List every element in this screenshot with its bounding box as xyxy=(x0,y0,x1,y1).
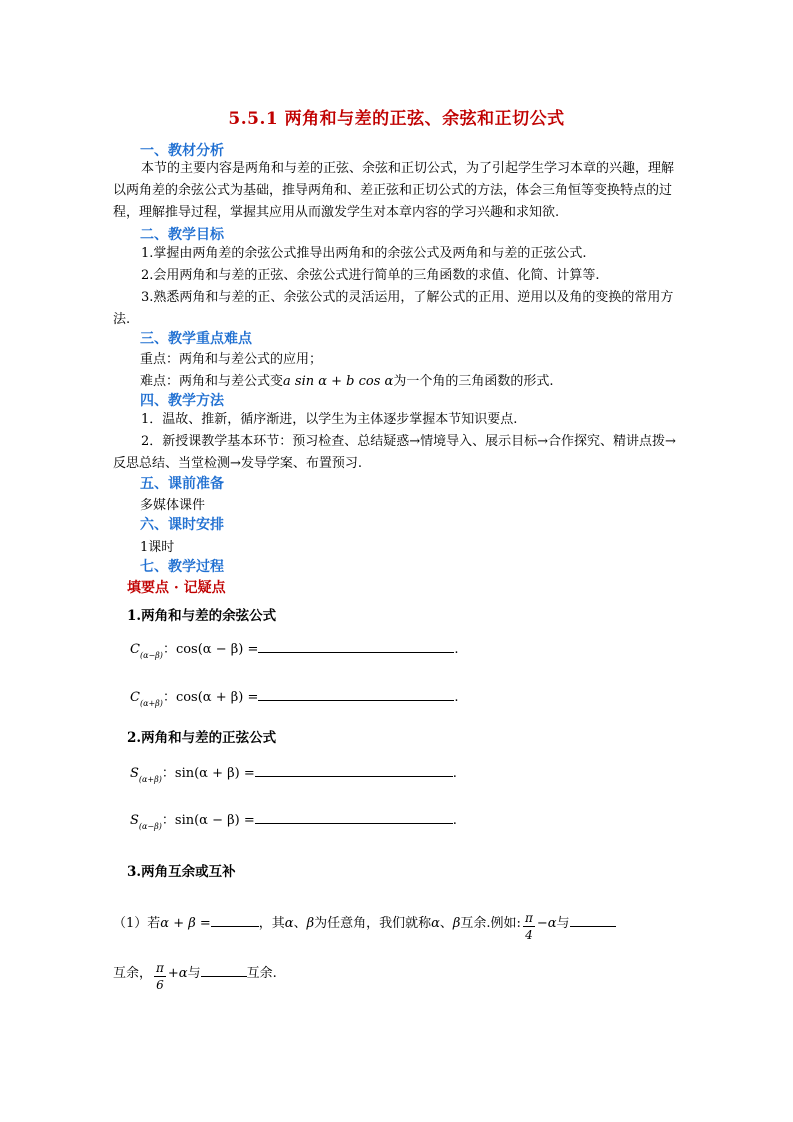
cosine-sum-expression: cos(α + β) = xyxy=(175,690,259,705)
question-text-example: 互余.例如: xyxy=(460,916,521,931)
section-heading-schedule: 六、课时安排 xyxy=(140,517,224,533)
complementary-question-line-1 xyxy=(113,910,616,943)
section-heading-key-points: 三、教学重点难点 xyxy=(140,331,252,347)
fraction-denominator: 4 xyxy=(525,928,533,942)
question-text-end: 互余. xyxy=(246,966,277,981)
complement-answer-blank-2[interactable] xyxy=(201,962,247,977)
goal-item-3: 3.熟悉两角和与差的正、余弦公式的灵活运用，了解公式的正用、逆用以及角的变换的常用方法. xyxy=(113,290,674,327)
sine-diff-formula xyxy=(130,809,457,831)
sine-sum-subscript: (α+β) xyxy=(138,775,162,784)
alpha-symbol: α xyxy=(284,916,294,931)
section-heading-analysis: 一、教材分析 xyxy=(140,143,224,159)
question-text-qi: ，其 xyxy=(258,916,285,931)
schedule-text: 1课时 xyxy=(140,540,175,555)
document-title: 5.5.1 两角和与差的正弦、余弦和正切公式 xyxy=(228,109,565,129)
cosine-diff-colon: ： xyxy=(162,642,176,657)
pi-over-4-fraction xyxy=(523,910,535,943)
goal-item-1: 1.掌握由两角差的余弦公式推导出两角和的余弦公式及两角和与差的正弦公式. xyxy=(141,246,587,261)
sine-diff-colon: ： xyxy=(161,813,175,828)
sine-diff-answer-blank[interactable] xyxy=(255,809,453,824)
minus-alpha: −α xyxy=(536,916,557,931)
fraction-denominator-2: 6 xyxy=(156,978,164,992)
sine-sum-symbol: S xyxy=(130,766,139,781)
section-heading-methods: 四、教学方法 xyxy=(140,393,224,409)
difficult-point xyxy=(140,370,553,389)
sine-sum-period: . xyxy=(452,766,457,781)
pi-over-6-fraction xyxy=(154,960,166,993)
sine-sum-formula xyxy=(130,762,457,784)
separator-2: 、 xyxy=(439,916,453,931)
fraction-numerator-2: π xyxy=(156,961,164,975)
question-text-with: 与 xyxy=(556,916,570,931)
key-point: 重点：两角和与差公式的应用； xyxy=(140,352,323,367)
cosine-diff-symbol: C xyxy=(130,642,140,657)
fraction-numerator: π xyxy=(524,911,533,925)
cosine-formula-heading: 1.两角和与差的余弦公式 xyxy=(127,608,277,624)
cosine-sum-formula xyxy=(130,686,459,708)
cosine-sum-subscript: (α+β) xyxy=(139,699,163,708)
difficult-point-formula: a sin α + b cos α xyxy=(283,374,394,389)
complementary-question-line-2 xyxy=(113,960,277,993)
question-text-with-2: 与 xyxy=(187,966,201,981)
sine-diff-expression: sin(α − β) = xyxy=(174,813,255,828)
difficult-point-prefix: 难点：两角和与差公式变 xyxy=(140,374,284,389)
sine-sum-answer-blank[interactable] xyxy=(255,762,453,777)
beta-symbol-2: β xyxy=(452,916,461,931)
complement-answer-blank-1[interactable] xyxy=(570,912,616,927)
cosine-diff-period: . xyxy=(454,642,459,657)
difficult-point-suffix: 为一个角的三角函数的形式. xyxy=(393,374,554,389)
method-item-1: 1．温故、推新，循序渐进，以学生为主体逐步掌握本节知识要点. xyxy=(141,412,518,427)
sine-sum-colon: ： xyxy=(161,766,175,781)
plus-alpha: +α xyxy=(167,966,188,981)
sine-diff-symbol: S xyxy=(130,813,139,828)
sine-formula-heading: 2.两角和与差的正弦公式 xyxy=(127,730,277,746)
question-text-arbitrary: 为任意角，我们就称 xyxy=(314,916,432,931)
fill-points-label: 填要点 · 记疑点 xyxy=(127,580,226,596)
cosine-diff-formula xyxy=(130,638,459,660)
cosine-diff-expression: cos(α − β) = xyxy=(175,642,259,657)
separator-1: 、 xyxy=(293,916,307,931)
analysis-paragraph: 本节的主要内容是两角和与差的正弦、余弦和正切公式，为了引起学生学习本章的兴趣，理解以两角差的余弦公式为基础，推导两角和、差正弦和正切公式的方法，体会三角恒等变换特点的过程，理解推导过程，掌握其应用从而激发学生对本章内容的学习兴趣和求知欲. xyxy=(113,161,675,220)
sine-diff-period: . xyxy=(452,813,457,828)
question-text-complement: 互余， xyxy=(113,966,153,981)
goal-item-2: 2.会用两角和与差的正弦、余弦公式进行简单的三角函数的求值、化简、计算等. xyxy=(141,268,600,283)
alpha-plus-beta-expression: α + β = xyxy=(160,916,211,931)
complementary-heading: 3.两角互余或互补 xyxy=(127,864,236,880)
question-prefix: （1）若 xyxy=(113,916,161,931)
cosine-diff-subscript: (α−β) xyxy=(139,651,163,660)
alpha-symbol-2: α xyxy=(431,916,440,931)
beta-symbol: β xyxy=(306,916,315,931)
sine-diff-subscript: (α−β) xyxy=(138,822,162,831)
section-heading-process: 七、教学过程 xyxy=(140,559,224,575)
sine-sum-expression: sin(α + β) = xyxy=(174,766,255,781)
cosine-sum-answer-blank[interactable] xyxy=(258,686,454,701)
preparation-text: 多媒体课件 xyxy=(140,498,206,513)
sum-answer-blank[interactable] xyxy=(211,912,259,927)
cosine-diff-answer-blank[interactable] xyxy=(258,638,454,653)
section-heading-goals: 二、教学目标 xyxy=(140,227,224,243)
section-heading-preparation: 五、课前准备 xyxy=(140,476,224,492)
method-item-2: 2．新授课教学基本环节：预习检查、总结疑惑→情境导入、展示目标→合作探究、精讲点拨→反思总结、当堂检测→发导学案、布置预习. xyxy=(113,434,676,471)
cosine-sum-symbol: C xyxy=(130,690,140,705)
cosine-sum-colon: ： xyxy=(162,690,176,705)
cosine-sum-period: . xyxy=(454,690,459,705)
